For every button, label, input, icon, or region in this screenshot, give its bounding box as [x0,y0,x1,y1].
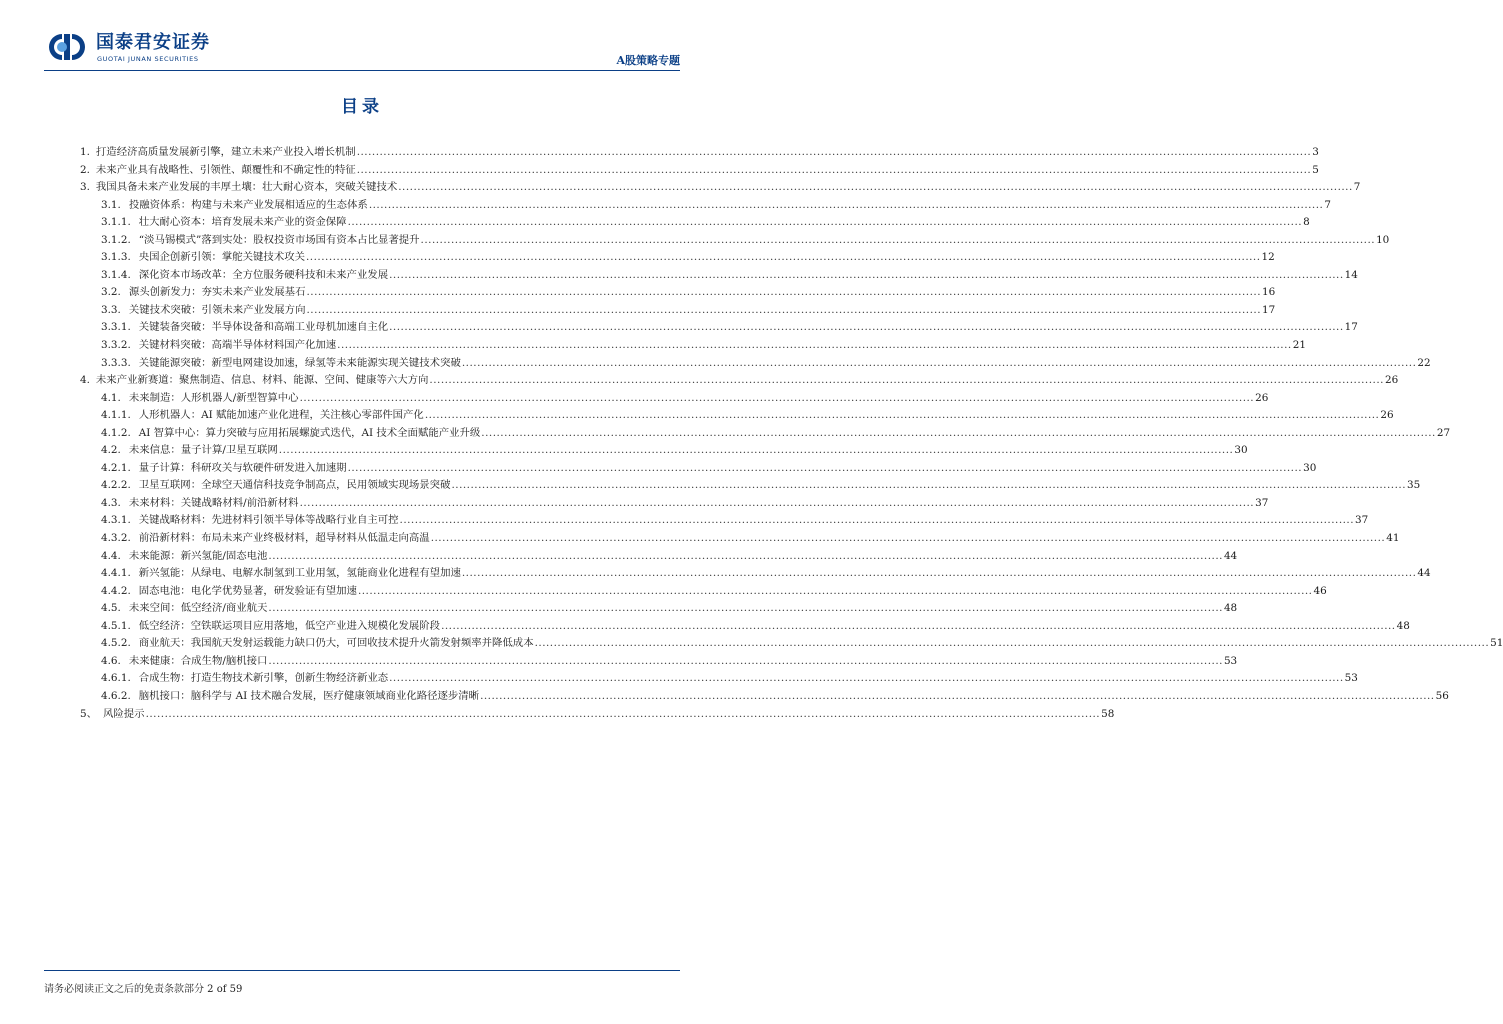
toc-dot-leader [369,197,1324,215]
toc-dot-leader [268,548,1223,566]
toc-dot-leader [400,512,1355,530]
toc-dot-leader [398,179,1353,197]
toc-entry-page: 30 [1303,461,1317,474]
toc-entry[interactable] [80,179,1361,197]
toc-entry-page: 7 [1353,181,1361,194]
toc-dot-leader [348,460,1303,478]
toc-entry-title: 固态电池：电化学优势显著，研发验证有望加速 [138,584,357,597]
toc-entry-title: 人形机器人：AI 赋能加速产业化进程，关注核心零部件国产化 [138,409,424,422]
toc-dot-leader [306,302,1261,320]
toc-entry-number: 3.1.3. [101,251,131,264]
toc-entry-title: 合成生物：打造生物技术新引擎，创新生物经济新业态 [138,672,389,685]
toc-entry-title: 关键材料突破：高端半导体材料国产化加速 [138,339,337,352]
toc-entry-page: 10 [1376,233,1390,246]
toc-entry-number: 4.4.2. [101,584,131,597]
toc-entry-title: 央国企创新引领：掌舵关键技术攻关 [138,251,305,264]
toc-entry-title: 投融资体系：构建与未来产业发展相适应的生态体系 [128,198,368,211]
toc-entry-page: 30 [1234,444,1248,457]
toc-entry-title: AI 智算中心：算力突破与应用拓展螺旋式迭代，AI 技术全面赋能产业升级 [138,426,481,439]
toc-entry-number: 3.3.2. [101,339,131,352]
toc-entry-title: 商业航天：我国航天发射运载能力缺口仍大，可回收技术提升火箭发射频率并降低成本 [138,637,534,650]
guotai-junan-logo-icon [48,33,86,61]
toc-entry-number: 4.6.2. [101,689,131,702]
report-type-label: A股策略专题 [616,54,680,67]
toc-entry-number: 4.2.2. [101,479,131,492]
toc-entry-page: 26 [1384,374,1399,387]
toc-dot-leader [431,530,1386,548]
toc-entry-title: 关键装备突破：半导体设备和高端工业母机加速自主化 [138,321,389,334]
toc-dot-leader [481,425,1436,443]
toc-entry-page: 26 [1255,391,1269,404]
toc-entry-page: 21 [1292,339,1306,352]
toc-entry-page: 48 [1223,602,1238,615]
toc-dot-leader [300,495,1255,513]
toc-entry-page: 17 [1262,303,1276,316]
toc-entry[interactable] [80,442,1248,460]
toc-entry-title: 深化资本市场改革：全方位服务硬科技和未来产业发展 [138,268,389,281]
toc-entry[interactable] [80,706,1115,724]
toc-dot-leader [306,249,1261,267]
toc-dot-leader [429,372,1384,390]
toc-entry-number: 4.5.2. [101,637,131,650]
toc-dot-leader [348,214,1303,232]
brand-name-en: GUOTAI JUNAN SECURITIES [97,55,199,63]
toc-dot-leader [425,407,1380,425]
toc-entry-title: 未来空间：低空经济/商业航天 [128,602,268,615]
toc-entry-title: 源头创新发力：夯实未来产业发展基石 [128,286,306,299]
toc-entry-title: 未来能源：新兴氢能/固态电池 [128,549,268,562]
toc-entry-number: 4. [80,374,90,387]
toc-entry-page: 53 [1344,672,1358,685]
toc-dot-leader [462,355,1417,373]
toc-entry-page: 12 [1261,251,1275,264]
toc-entry-number: 3.1.1. [101,216,131,229]
toc-entry-page: 26 [1380,409,1394,422]
toc-entry[interactable] [80,144,1319,162]
toc-entry[interactable] [80,407,1394,425]
toc-entry[interactable] [80,319,1358,337]
toc-entry-number: 3.1.4. [101,268,131,281]
toc-entry[interactable] [80,232,1390,250]
toc-entry-number: 4.5. [101,602,121,615]
toc-dot-leader [357,144,1312,162]
toc-entry-page: 44 [1417,567,1431,580]
toc-dot-leader [535,635,1490,653]
toc-dot-leader [268,600,1223,618]
toc-entry-title: 未来产业新赛道：聚焦制造、信息、材料、能源、空间、健康等六大方向 [95,374,429,387]
toc-entry-title: 量子计算：科研攻关与软硬件研发进入加速期 [138,461,347,474]
toc-entry-title: 未来产业具有战略性、引领性、颠覆性和不确定性的特征 [95,163,356,176]
toc-entry-title: 未来材料：关键战略材料/前沿新材料 [128,496,299,509]
toc-entry-title: 卫星互联网：全球空天通信科技竞争制高点，民用领域实现场景突破 [138,479,451,492]
toc-entry-number: 3.2. [101,286,121,299]
toc-entry-page: 3 [1312,146,1319,158]
toc-entry-number: 3.3.1. [101,321,131,334]
toc-entry-page: 35 [1407,479,1421,492]
toc-entry-title: 未来信息：量子计算/卫星互联网 [128,444,278,457]
toc-entry-page: 14 [1344,268,1358,281]
toc-entry-number: 4.4.1. [101,567,131,580]
toc-dot-leader [421,232,1376,250]
toc-entry-number: 4.4. [101,549,121,562]
toc-entry-title: “淡马锡模式”落到实处：股权投资市场国有资本占比显著提升 [138,233,420,246]
toc-entry-title: 脑机接口：脑科学与 AI 技术融合发展，医疗健康领域商业化路径逐步清晰 [138,689,480,702]
toc-entry-page: 37 [1255,496,1269,509]
toc-entry-page: 53 [1223,654,1238,667]
toc-entry[interactable] [80,337,1306,355]
toc-entry[interactable] [80,477,1421,495]
toc-entry-page: 17 [1344,321,1358,334]
toc-dot-leader [306,284,1261,302]
toc-entry-number: 3.3. [101,303,121,316]
toc-entry-title: 低空经济：空铁联运项目应用落地，低空产业进入规模化发展阶段 [138,619,441,632]
toc-entry-number: 4.2.1. [101,461,131,474]
toc-entry[interactable] [80,653,1238,671]
toc-entry[interactable] [80,512,1369,530]
toc-entry[interactable] [80,162,1319,180]
toc-dot-leader [389,670,1344,688]
toc-entry-number: 2. [80,163,90,176]
toc-dot-leader [268,653,1223,671]
toc-entry-title: 关键技术突破：引领未来产业发展方向 [128,303,306,316]
toc-entry-title: 风险提示 [103,707,145,720]
toc-entry[interactable] [80,670,1358,688]
toc-dot-leader [300,390,1255,408]
toc-entry-title: 新兴氢能：从绿电、电解水制氢到工业用氢，氢能商业化进程有望加速 [138,567,461,580]
toc-dot-leader [279,442,1234,460]
toc-entry-number: 1. [80,146,90,158]
toc-dot-leader [480,688,1435,706]
toc-entry[interactable] [80,460,1317,478]
toc-dot-leader [451,477,1406,495]
toc-entry-page: 48 [1396,619,1410,632]
toc-entry-page: 51 [1490,637,1503,650]
page-header [0,0,724,72]
toc-entry-page: 37 [1355,514,1369,527]
toc-entry[interactable] [80,618,1410,636]
toc-entry-title: 关键能源突破：新型电网建设加速，绿氢等未来能源实现关键技术突破 [138,356,461,369]
toc-entry-number: 4.1.2. [101,426,131,439]
toc-entry[interactable] [80,565,1431,583]
toc-entry-number: 4.2. [101,444,121,457]
toc-entry[interactable] [80,635,1503,653]
toc-entry[interactable] [80,583,1327,601]
toc-entry[interactable] [80,355,1431,373]
toc-entry[interactable] [80,267,1358,285]
toc-entry-title: 关键战略材料：先进材料引领半导体等战略行业自主可控 [138,514,399,527]
header-divider [44,70,680,71]
toc-entry-page: 7 [1324,198,1331,211]
toc-entry[interactable] [80,548,1238,566]
toc-entry-number: 4.6. [101,654,121,667]
toc-dot-leader [441,618,1396,636]
toc-dot-leader [358,583,1313,601]
toc-entry-number: 4.3. [101,496,121,509]
toc-dot-leader [389,319,1344,337]
toc-entry-title: 未来制造：人形机器人/新型智算中心 [128,391,299,404]
toc-entry-number: 3. [80,181,90,194]
toc-entry-page: 27 [1436,426,1451,439]
toc-entry-number: 4.1. [101,391,121,404]
toc-entry[interactable] [80,372,1399,390]
toc-entry-number: 3.1.2. [101,233,131,246]
brand-name-cn: 国泰君安证券 [96,32,210,53]
toc-entry-title: 打造经济高质量发展新引擎，建立未来产业投入增长机制 [95,146,356,158]
toc-dot-leader [337,337,1292,355]
toc-entry[interactable] [80,197,1331,215]
toc-entry[interactable] [80,302,1276,320]
toc-entry-number: 4.3.2. [101,532,131,545]
toc-entry-page: 44 [1223,549,1238,562]
toc-entry-page: 46 [1313,584,1327,597]
toc-entry[interactable] [80,249,1275,267]
toc-entry-title: 前沿新材料：布局未来产业终极材料，超导材料从低温走向高温 [138,532,430,545]
footer-disclaimer: 请务必阅读正文之后的免责条款部分 2 of 59 [44,984,243,995]
toc-entry-page: 5 [1312,163,1319,176]
toc-entry-page: 16 [1262,286,1276,299]
toc-dot-leader [462,565,1417,583]
toc-entry-number: 5、 [80,707,98,720]
toc-entry[interactable] [80,425,1451,443]
toc-entry-title: 未来健康：合成生物/脑机接口 [128,654,268,667]
table-of-contents [80,144,1503,723]
toc-dot-leader [146,706,1101,724]
toc-entry-number: 3.3.3. [101,356,131,369]
toc-dot-leader [389,267,1344,285]
toc-title: 目录 [341,97,383,117]
toc-entry[interactable] [80,495,1269,513]
toc-entry-page: 58 [1101,707,1115,720]
toc-entry-title: 我国具备未来产业发展的丰厚土壤：壮大耐心资本，突破关键技术 [95,181,398,194]
toc-entry-page: 22 [1417,356,1431,369]
footer-divider [44,970,680,971]
toc-entry-page: 56 [1435,689,1449,702]
toc-entry[interactable] [80,688,1449,706]
toc-entry-number: 3.1. [101,198,121,211]
toc-entry-page: 41 [1386,532,1400,545]
toc-entry-number: 4.6.1. [101,672,131,685]
toc-entry-title: 壮大耐心资本：培育发展未来产业的资金保障 [138,216,347,229]
toc-entry-number: 4.1.1. [101,409,131,422]
toc-entry[interactable] [80,530,1400,548]
toc-entry-number: 4.5.1. [101,619,131,632]
toc-entry[interactable] [80,214,1310,232]
toc-entry-page: 8 [1303,216,1310,229]
toc-entry[interactable] [80,390,1269,408]
toc-entry[interactable] [80,284,1276,302]
toc-entry-number: 4.3.1. [101,514,131,527]
toc-entry[interactable] [80,600,1238,618]
toc-dot-leader [357,162,1312,180]
